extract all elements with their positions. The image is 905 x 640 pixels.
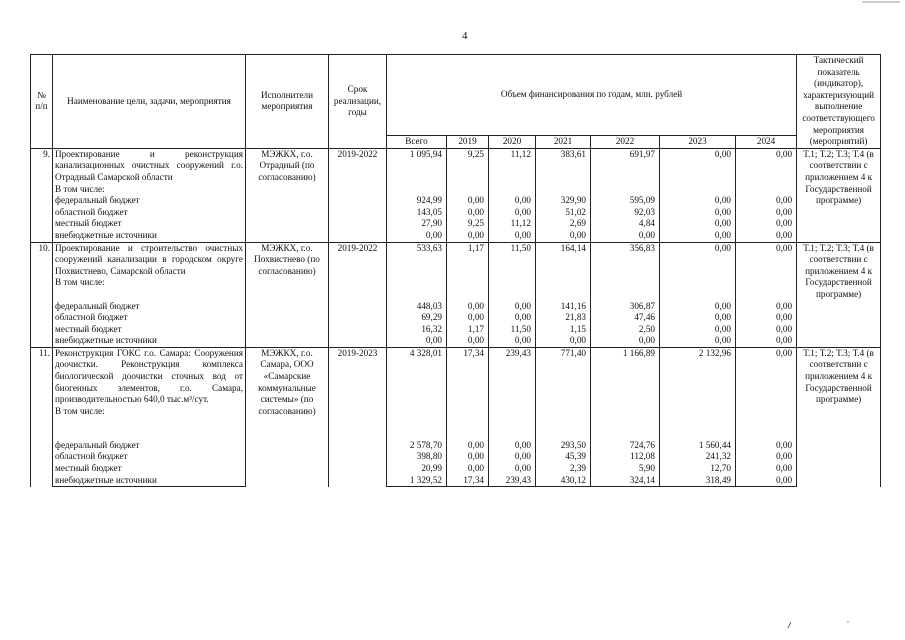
value-cell: 2,50 (591, 324, 660, 336)
item-number: 10. (31, 242, 53, 347)
value-cell: 0,00 (489, 335, 536, 347)
value-cell: 1,17 (447, 324, 489, 336)
value-cell: 0,00 (447, 195, 489, 207)
in-total-label: В том числе: (55, 405, 105, 416)
value-cell: 724,76 (591, 440, 660, 452)
value-cell: 0,00 (489, 301, 536, 313)
value-cell: 45,39 (536, 451, 591, 463)
item-indicator: Т.1; Т.2; Т.3; Т.4 (в соответствии с приложением 4 к Государственной программе) (797, 148, 881, 242)
value-cell: 0,00 (447, 335, 489, 347)
source-label: федеральный бюджет (53, 440, 246, 452)
value-cell: 0,00 (736, 451, 797, 463)
value-cell: 92,03 (591, 207, 660, 219)
value-cell: 1 560,44 (660, 440, 736, 452)
value-cell: 0,00 (660, 301, 736, 313)
value-cell: 241,32 (660, 451, 736, 463)
header-col-2023: 2023 (660, 135, 736, 148)
value-cell: 329,90 (536, 195, 591, 207)
value-cell: 0,00 (736, 475, 797, 487)
value-cell: 318,49 (660, 475, 736, 487)
value-cell: 0,00 (536, 230, 591, 242)
value-cell: 0,00 (489, 440, 536, 452)
source-label: федеральный бюджет (53, 301, 246, 313)
value-cell: 12,70 (660, 463, 736, 475)
value-cell: 11,12 (489, 218, 536, 230)
value-cell: 0,00 (447, 440, 489, 452)
value-cell: 143,05 (387, 207, 447, 219)
value-cell: 0,00 (660, 324, 736, 336)
value-cell: 0,00 (447, 230, 489, 242)
header-name: Наименование цели, задачи, мероприятия (53, 55, 246, 149)
total-cell: 0,00 (660, 242, 736, 301)
value-cell: 4,84 (591, 218, 660, 230)
item-name: Реконструкция ГОКС г.о. Самара: Сооружения доочистки. Реконструкция комплекса биологической доочистки сточных вод от биогенных элементов, г.о. Самара, производительностью 640,0 тыс.м³/сут. В том числе: (53, 347, 246, 440)
value-cell: 0,00 (736, 207, 797, 219)
value-cell: 595,09 (591, 195, 660, 207)
header-indicator: Тактический показатель (индикатор), характеризующий выполнение соответствующего мероприятия (мероприятий) (797, 55, 881, 149)
value-cell: 0,00 (536, 335, 591, 347)
header-funding: Объем финансирования по годам, млн. рублей (387, 55, 797, 136)
value-cell: 0,00 (591, 335, 660, 347)
scan-mark (847, 621, 849, 623)
item-executor: МЭЖКХ, г.о. Отрадный (по согласованию) (246, 148, 329, 242)
value-cell: 0,00 (489, 312, 536, 324)
header-col-2019: 2019 (447, 135, 489, 148)
in-total-label: В том числе: (55, 277, 105, 288)
header-col-total: Всего (387, 135, 447, 148)
header-col-2021: 2021 (536, 135, 591, 148)
source-label: местный бюджет (53, 324, 246, 336)
value-cell: 0,00 (660, 230, 736, 242)
item-number: 11. (31, 347, 53, 486)
item-indicator: Т.1; Т.2; Т.3; Т.4 (в соответствии с приложением 4 к Государственной программе) (797, 347, 881, 486)
source-label: областной бюджет (53, 312, 246, 324)
total-cell: 691,97 (591, 148, 660, 195)
value-cell: 306,87 (591, 301, 660, 313)
header-no: № п/п (31, 55, 53, 149)
value-cell: 239,43 (489, 475, 536, 487)
value-cell: 0,00 (489, 195, 536, 207)
total-cell: 383,61 (536, 148, 591, 195)
value-cell: 9,25 (447, 218, 489, 230)
header-col-2024: 2024 (736, 135, 797, 148)
value-cell: 5,90 (591, 463, 660, 475)
total-cell: 239,43 (489, 347, 536, 440)
item-term: 2019-2022 (329, 148, 387, 242)
value-cell: 0,00 (660, 207, 736, 219)
value-cell: 430,12 (536, 475, 591, 487)
value-cell: 0,00 (660, 312, 736, 324)
value-cell: 0,00 (660, 218, 736, 230)
value-cell: 0,00 (736, 230, 797, 242)
value-cell: 112,08 (591, 451, 660, 463)
value-cell: 0,00 (736, 301, 797, 313)
header-col-2022: 2022 (591, 135, 660, 148)
value-cell: 21,83 (536, 312, 591, 324)
header-col-2020: 2020 (489, 135, 536, 148)
item-name: Проектирование и реконструкция канализационных очистных сооружений г.о. Отрадный Самарской области В том числе: (53, 148, 246, 195)
value-cell: 1 329,52 (387, 475, 447, 487)
value-cell: 2,39 (536, 463, 591, 475)
total-cell: 533,63 (387, 242, 447, 301)
source-label: внебюджетные источники (53, 230, 246, 242)
source-label: федеральный бюджет (53, 195, 246, 207)
value-cell: 0,00 (447, 451, 489, 463)
value-cell: 398,80 (387, 451, 447, 463)
source-label: местный бюджет (53, 218, 246, 230)
total-cell: 1 095,94 (387, 148, 447, 195)
total-cell: 164,14 (536, 242, 591, 301)
value-cell: 0,00 (447, 207, 489, 219)
total-cell: 0,00 (736, 347, 797, 440)
value-cell: 0,00 (736, 324, 797, 336)
value-cell: 0,00 (489, 230, 536, 242)
value-cell: 1,15 (536, 324, 591, 336)
value-cell: 0,00 (736, 218, 797, 230)
item-term: 2019-2023 (329, 347, 387, 486)
total-cell: 771,40 (536, 347, 591, 440)
value-cell: 27,90 (387, 218, 447, 230)
source-label: областной бюджет (53, 451, 246, 463)
value-cell: 51,02 (536, 207, 591, 219)
value-cell: 0,00 (736, 312, 797, 324)
total-cell: 1 166,89 (591, 347, 660, 440)
value-cell: 293,50 (536, 440, 591, 452)
value-cell: 448,03 (387, 301, 447, 313)
value-cell: 0,00 (489, 451, 536, 463)
total-cell: 11,12 (489, 148, 536, 195)
value-cell: 2,69 (536, 218, 591, 230)
value-cell: 2 578,70 (387, 440, 447, 452)
value-cell: 0,00 (489, 463, 536, 475)
value-cell: 17,34 (447, 475, 489, 487)
total-cell: 11,50 (489, 242, 536, 301)
source-label: внебюджетные источники (53, 335, 246, 347)
item-indicator: Т.1; Т.2; Т.3; Т.4 (в соответствии с приложением 4 к Государственной программе) (797, 242, 881, 347)
value-cell: 0,00 (660, 335, 736, 347)
total-cell: 2 132,96 (660, 347, 736, 440)
value-cell: 0,00 (489, 207, 536, 219)
value-cell: 11,50 (489, 324, 536, 336)
source-label: областной бюджет (53, 207, 246, 219)
item-number: 9. (31, 148, 53, 242)
total-cell: 4 328,01 (387, 347, 447, 440)
total-cell: 17,34 (447, 347, 489, 440)
item-term: 2019-2022 (329, 242, 387, 347)
item-executor: МЭЖКХ, г.о. Похвистнево (по согласованию) (246, 242, 329, 347)
page-number: 4 (462, 30, 468, 42)
value-cell: 0,00 (736, 335, 797, 347)
value-cell: 69,29 (387, 312, 447, 324)
total-cell: 0,00 (736, 148, 797, 195)
scan-mark (788, 622, 791, 628)
item-name: Проектирование и строительство очистных сооружений канализации в городском округе Похвистнево, Самарской области В том числе: (53, 242, 246, 301)
value-cell: 0,00 (387, 335, 447, 347)
value-cell: 324,14 (591, 475, 660, 487)
value-cell: 0,00 (447, 463, 489, 475)
source-label: местный бюджет (53, 463, 246, 475)
header-executors: Исполнители мероприятия (246, 55, 329, 149)
value-cell: 141,16 (536, 301, 591, 313)
in-total-label: В том числе: (55, 183, 105, 194)
value-cell: 0,00 (591, 230, 660, 242)
value-cell: 0,00 (447, 312, 489, 324)
value-cell: 0,00 (447, 301, 489, 313)
total-cell: 356,83 (591, 242, 660, 301)
total-cell: 1,17 (447, 242, 489, 301)
item-executor: МЭЖКХ, г.о. Самара, ООО «Самарские коммунальные системы» (по согласованию) (246, 347, 329, 486)
value-cell: 0,00 (736, 463, 797, 475)
total-cell: 9,25 (447, 148, 489, 195)
value-cell: 0,00 (736, 440, 797, 452)
source-label: внебюджетные источники (53, 475, 246, 487)
total-cell: 0,00 (660, 148, 736, 195)
value-cell: 924,99 (387, 195, 447, 207)
total-cell: 0,00 (736, 242, 797, 301)
value-cell: 0,00 (660, 195, 736, 207)
value-cell: 16,32 (387, 324, 447, 336)
header-term: Срок реализации, годы (329, 55, 387, 149)
value-cell: 47,46 (591, 312, 660, 324)
value-cell: 0,00 (387, 230, 447, 242)
value-cell: 20,99 (387, 463, 447, 475)
value-cell: 0,00 (736, 195, 797, 207)
